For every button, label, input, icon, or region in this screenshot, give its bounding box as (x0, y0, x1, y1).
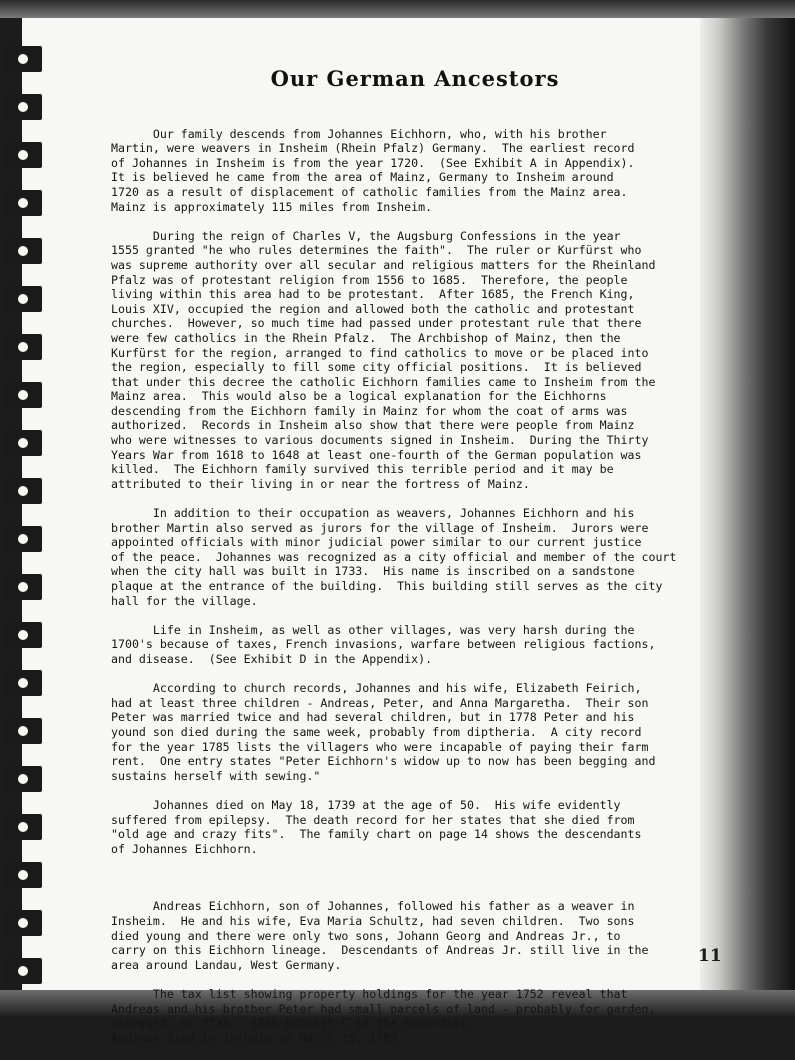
binding-coil (4, 766, 42, 792)
spiral-binding (0, 18, 48, 990)
binding-coil (4, 430, 42, 456)
binding-coil (4, 382, 42, 408)
binding-coil (4, 670, 42, 696)
binding-coil (4, 718, 42, 744)
page-title: Our German Ancestors (270, 66, 560, 91)
binding-coil (4, 862, 42, 888)
binding-coil (4, 526, 42, 552)
paragraph: The tax list showing property holdings for the year 1752 reveal that Andreas and his brother Peter had small parcels of land - probably for garden, vineyard, or flax. (See Exhibit C in the Appendix). Andreas died in Insheim on March 15, 1789. (111, 987, 656, 1045)
paragraph: During the reign of Charles V, the Augsburg Confessions in the year 1555 granted "he who rules determines the faith". The ruler or Kurfürst who was supreme authority over all secular and religious matters for the Rheinland Pfalz was of protestant religion from 1556 to 1685. Therefore, the people living within this area had to be protestant. After 1685, the French King, Louis XIV, occupied the region and allowed both the catholic and protestant churches. However, so much time had passed under protestant rule that there were few catholics in the Rhein Pfalz. The Archbishop of Mainz, then the Kurfürst for the region, arranged to find catholics to move or be placed into the region, especially to fill some city official positions. It is believed that under this decree the catholic Eichhorn families came to Insheim from the Mainz area. This would also be a logical explanation for the Eichhorns descending from the Eichhorn family in Mainz for whom the coat of arms was authorized. Records in Insheim also show that there were people from Mainz who were witnesses to various documents signed in Insheim. During the Thirty Years War from 1618 to 1648 at least one-fourth of the German population was killed. The Eichhorn family survived this terrible period and it may be attributed to their living in or near the fortress of Mainz. (111, 228, 656, 491)
paragraph: According to church records, Johannes and his wife, Elizabeth Feirich, had at least three children - Andreas, Peter, and Anna Margaretha. Their son Peter was married twice and had several children, but in 1778 Peter and his yound son died during the same week, probably from diptheria. A city record for the year 1785 lists the villagers who were incapable of paying their farm rent. One entry states "Peter Eichhorn's widow up to now has been begging and sustains herself with sewing." (111, 681, 656, 783)
binding-coil (4, 814, 42, 840)
binding-coil (4, 190, 42, 216)
binding-coil (4, 574, 42, 600)
binding-coil (4, 238, 42, 264)
binding-coil (4, 622, 42, 648)
binding-coil (4, 142, 42, 168)
binding-coil (4, 958, 42, 984)
binding-coil (4, 286, 42, 312)
paragraph: Andreas Eichhorn, son of Johannes, followed his father as a weaver in Insheim. He and his wife, Eva Maria Schultz, had seven children. Two sons died young and there were only two sons, Johann Georg and Andreas Jr., to carry on this Eichhorn lineage. Descendants of Andreas Jr. still live in the area around Landau, West Germany. (111, 899, 649, 972)
paragraph: In addition to their occupation as weavers, Johannes Eichhorn and his brother Martin also served as jurors for the village of Insheim. Jurors were appointed officials with minor judicial power similar to our current justice of the peace. Johannes was recognized as a city official and member of the court when the city hall was built in 1733. His name is inscribed on a sandstone plaque at the entrance of the building. This building still serves as the city hall for the village. (111, 506, 677, 608)
binding-coil (4, 94, 42, 120)
paragraph: Our family descends from Johannes Eichhorn, who, with his brother Martin, were weavers in Insheim (Rhein Pfalz) Germany. The earliest record of Johannes in Insheim is from the year 1720. (See Exhibit A in Appendix). It is believed he came from the area of Mainz, Germany to Insheim around 1720 as a result of displacement of catholic families from the Mainz area. Mainz is approximately 115 miles from Insheim. (111, 126, 635, 214)
body-text (111, 112, 701, 1060)
binding-coil (4, 910, 42, 936)
paragraph: Life in Insheim, as well as other villages, was very harsh during the 1700's because of taxes, French invasions, warfare between religious factions, and disease. (See Exhibit D in the Appendix). (111, 622, 656, 666)
scan-right-edge (700, 18, 795, 990)
page-number: 11 (698, 946, 722, 966)
scan-top-edge (0, 0, 795, 18)
binding-coil (4, 478, 42, 504)
paragraph: Johannes died on May 18, 1739 at the age of 50. His wife evidently suffered from epilepsy. The death record for her states that she died from "old age and crazy fits". The family chart on page 14 shows the descendants of Johannes Eichhorn. (111, 797, 642, 856)
binding-coil (4, 334, 42, 360)
